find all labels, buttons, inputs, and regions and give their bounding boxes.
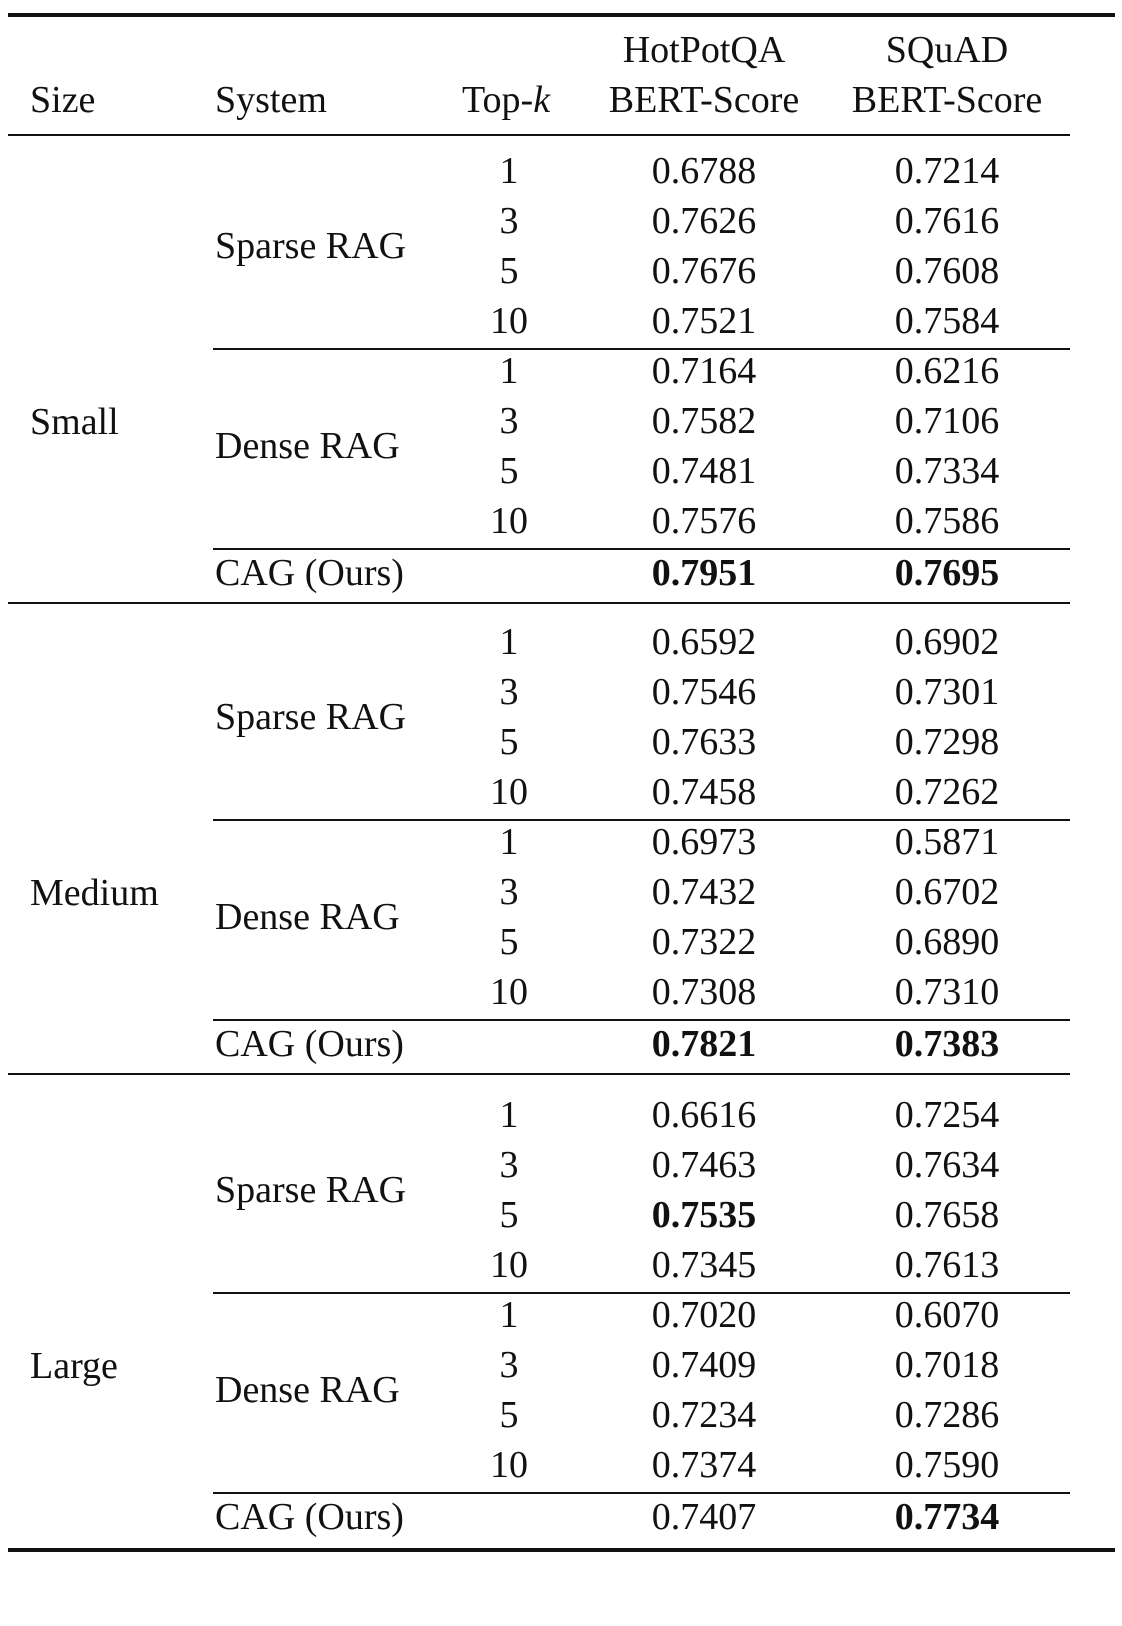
header-topk-prefix: Top- <box>462 79 534 121</box>
topk-cell: 10 <box>490 771 528 813</box>
topk-cell: 10 <box>490 500 528 542</box>
squad-score-cell: 0.7334 <box>894 450 1000 492</box>
topk-cell: 1 <box>499 821 519 863</box>
header-system: System <box>215 79 327 121</box>
hotpotqa-score-cell: 0.7432 <box>651 871 757 913</box>
header-size: Size <box>30 79 96 121</box>
squad-score-cell: 0.7106 <box>894 400 1000 442</box>
hotpotqa-score-cell: 0.7951 <box>651 552 757 594</box>
hotpotqa-score-cell: 0.6788 <box>651 150 757 192</box>
header-squad-metric: BERT-Score <box>851 79 1043 121</box>
squad-score-cell: 0.7734 <box>894 1496 1000 1538</box>
squad-score-cell: 0.7018 <box>894 1344 1000 1386</box>
size-label: Small <box>30 401 119 443</box>
topk-cell: 10 <box>490 971 528 1013</box>
header-topk-var: k <box>533 79 551 121</box>
squad-score-cell: 0.7608 <box>894 250 1000 292</box>
system-label: Dense RAG <box>215 1369 400 1411</box>
header-hotpotqa-metric: BERT-Score <box>608 79 800 121</box>
hotpotqa-score-cell: 0.7164 <box>651 350 757 392</box>
squad-score-cell: 0.7634 <box>894 1144 1000 1186</box>
hotpotqa-score-cell: 0.7374 <box>651 1444 757 1486</box>
size-label: Large <box>30 1345 118 1387</box>
squad-score-cell: 0.6702 <box>894 871 1000 913</box>
hotpotqa-score-cell: 0.7409 <box>651 1344 757 1386</box>
squad-score-cell: 0.7262 <box>894 771 1000 813</box>
system-label: Dense RAG <box>215 896 400 938</box>
topk-cell: 5 <box>499 450 519 492</box>
hotpotqa-score-cell: 0.7322 <box>651 921 757 963</box>
hotpotqa-score-cell: 0.7020 <box>651 1294 757 1336</box>
topk-cell: 3 <box>499 1144 519 1186</box>
hotpotqa-score-cell: 0.6973 <box>651 821 757 863</box>
topk-cell: 5 <box>499 721 519 763</box>
hotpotqa-score-cell: 0.7234 <box>651 1394 757 1436</box>
hotpotqa-score-cell: 0.7308 <box>651 971 757 1013</box>
topk-cell: 5 <box>499 250 519 292</box>
system-label: Dense RAG <box>215 425 400 467</box>
hotpotqa-score-cell: 0.7633 <box>651 721 757 763</box>
squad-score-cell: 0.7658 <box>894 1194 1000 1236</box>
topk-cell: 1 <box>499 150 519 192</box>
hotpotqa-score-cell: 0.7582 <box>651 400 757 442</box>
system-label: Sparse RAG <box>215 225 407 267</box>
squad-score-cell: 0.7590 <box>894 1444 1000 1486</box>
topk-cell: 3 <box>499 400 519 442</box>
group-divider <box>8 602 1070 604</box>
hotpotqa-score-cell: 0.7481 <box>651 450 757 492</box>
header-squad-dataset: SQuAD <box>885 29 1009 71</box>
squad-score-cell: 0.7586 <box>894 500 1000 542</box>
cag-system-label: CAG (Ours) <box>215 1023 404 1065</box>
topk-cell: 1 <box>499 621 519 663</box>
topk-cell: 1 <box>499 1094 519 1136</box>
squad-score-cell: 0.7301 <box>894 671 1000 713</box>
hotpotqa-score-cell: 0.7576 <box>651 500 757 542</box>
squad-score-cell: 0.6216 <box>894 350 1000 392</box>
system-label: Sparse RAG <box>215 696 407 738</box>
squad-score-cell: 0.7286 <box>894 1394 1000 1436</box>
topk-cell: 3 <box>499 671 519 713</box>
hotpotqa-score-cell: 0.7521 <box>651 300 757 342</box>
squad-score-cell: 0.6902 <box>894 621 1000 663</box>
topk-cell: 3 <box>499 200 519 242</box>
squad-score-cell: 0.7214 <box>894 150 1000 192</box>
squad-score-cell: 0.7584 <box>894 300 1000 342</box>
topk-cell: 10 <box>490 1444 528 1486</box>
hotpotqa-score-cell: 0.7345 <box>651 1244 757 1286</box>
hotpotqa-score-cell: 0.7407 <box>651 1496 757 1538</box>
topk-cell: 10 <box>490 1244 528 1286</box>
header-hotpotqa-dataset: HotPotQA <box>622 29 786 71</box>
topk-cell: 5 <box>499 1394 519 1436</box>
size-label: Medium <box>30 872 159 914</box>
squad-score-cell: 0.7310 <box>894 971 1000 1013</box>
hotpotqa-score-cell: 0.7546 <box>651 671 757 713</box>
squad-score-cell: 0.5871 <box>894 821 1000 863</box>
bottom-rule <box>8 1548 1115 1552</box>
hotpotqa-score-cell: 0.7626 <box>651 200 757 242</box>
squad-score-cell: 0.7616 <box>894 200 1000 242</box>
hotpotqa-score-cell: 0.6592 <box>651 621 757 663</box>
top-rule <box>8 13 1115 17</box>
squad-score-cell: 0.7695 <box>894 552 1000 594</box>
squad-score-cell: 0.7613 <box>894 1244 1000 1286</box>
header-rule <box>8 134 1070 136</box>
squad-score-cell: 0.7254 <box>894 1094 1000 1136</box>
hotpotqa-score-cell: 0.7458 <box>651 771 757 813</box>
hotpotqa-score-cell: 0.7676 <box>651 250 757 292</box>
hotpotqa-score-cell: 0.7463 <box>651 1144 757 1186</box>
group-divider <box>8 1073 1070 1075</box>
header-topk <box>462 75 550 125</box>
topk-cell: 1 <box>499 350 519 392</box>
squad-score-cell: 0.7298 <box>894 721 1000 763</box>
hotpotqa-score-cell: 0.6616 <box>651 1094 757 1136</box>
topk-cell: 5 <box>499 1194 519 1236</box>
cag-system-label: CAG (Ours) <box>215 552 404 594</box>
topk-cell: 1 <box>499 1294 519 1336</box>
topk-cell: 10 <box>490 300 528 342</box>
system-label: Sparse RAG <box>215 1169 407 1211</box>
squad-score-cell: 0.6890 <box>894 921 1000 963</box>
topk-cell: 3 <box>499 871 519 913</box>
topk-cell: 5 <box>499 921 519 963</box>
hotpotqa-score-cell: 0.7535 <box>651 1194 757 1236</box>
squad-score-cell: 0.6070 <box>894 1294 1000 1336</box>
hotpotqa-score-cell: 0.7821 <box>651 1023 757 1065</box>
cag-system-label: CAG (Ours) <box>215 1496 404 1538</box>
topk-cell: 3 <box>499 1344 519 1386</box>
squad-score-cell: 0.7383 <box>894 1023 1000 1065</box>
